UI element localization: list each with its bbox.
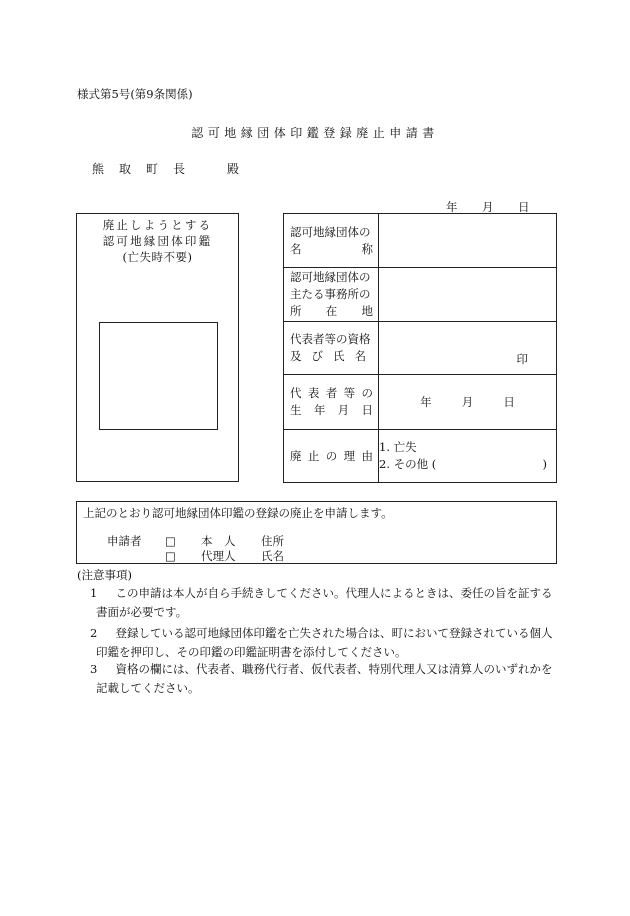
note-text: 登録している認可地縁団体印鑑を亡失された場合は、町において登録されている個人 — [115, 626, 553, 640]
reason-field[interactable] — [379, 430, 557, 483]
label-spread — [290, 448, 373, 465]
label-char: 等 — [343, 386, 356, 400]
seal-caption-note: (亡失時不要) — [122, 250, 193, 264]
label-char: 称 — [361, 241, 373, 256]
label-line: 認可地縁団体の — [290, 224, 371, 239]
table-row — [284, 430, 557, 483]
label-char: 止 — [307, 448, 320, 463]
label-char: 表 — [307, 386, 320, 400]
note-number: 2 — [90, 626, 98, 640]
label-char: 者 — [325, 386, 338, 400]
office-address-field[interactable] — [379, 268, 557, 322]
table-row — [284, 268, 557, 322]
label-spread — [290, 402, 373, 419]
note-number: 1 — [90, 586, 98, 600]
label-char: 所 — [290, 304, 302, 318]
declaration-text: 上記のとおり認可地縁団体印鑑の登録の廃止を申請します。 — [83, 506, 393, 520]
reason-option-lost[interactable]: 1. 亡失 — [379, 440, 417, 454]
applicant-label: 申請者 — [107, 534, 142, 548]
date-year-label: 年 — [446, 200, 458, 214]
label-char: 月 — [337, 403, 350, 417]
note-text: 印鑑を押印し、その印鑑の印鑑証明書を添付してください。 — [96, 645, 407, 659]
seal-mark: 印 — [516, 352, 528, 366]
organization-name-field[interactable] — [379, 214, 557, 268]
label-char: 廃 — [290, 448, 302, 463]
label-char: 及 — [290, 349, 302, 363]
addressee: 熊取町長 殿 — [92, 162, 255, 176]
birth-year-label: 年 — [420, 395, 432, 409]
label-reason — [284, 430, 379, 483]
seal-area-caption — [77, 217, 238, 265]
note-text: 資格の欄には、代表者、職務代行者、仮代表者、特別代理人又は清算人のいずれかを — [115, 662, 553, 676]
form-number: 様式第5号(第9条関係) — [77, 87, 193, 101]
label-line: 認可地縁団体の — [290, 270, 371, 284]
birth-month-label: 月 — [461, 395, 474, 409]
label-spread — [290, 348, 366, 365]
label-char: 生 — [290, 403, 302, 417]
declaration-box — [76, 501, 557, 564]
note-number: 3 — [90, 662, 98, 676]
label-char: 日 — [361, 403, 373, 417]
name-label: 氏名 — [261, 549, 284, 563]
label-char: 名 — [354, 349, 366, 363]
note-item — [90, 660, 560, 698]
address-label: 住所 — [261, 534, 284, 548]
label-char: 年 — [313, 403, 326, 417]
label-office-address — [284, 268, 379, 322]
label-char: び — [311, 349, 323, 363]
close-paren: ) — [542, 457, 547, 471]
table-row — [284, 375, 557, 430]
notes-heading: (注意事項) — [77, 568, 132, 582]
label-line: 代表者等の資格 — [290, 332, 371, 346]
date-day-label: 日 — [518, 200, 530, 214]
checkbox-self[interactable]: □ — [165, 534, 176, 548]
label-spread — [290, 303, 373, 320]
label-char: 理 — [343, 448, 356, 463]
reason-option-other-label: 2. その他 ( — [379, 457, 437, 471]
label-char: 名 — [290, 241, 302, 256]
birth-day-label: 日 — [503, 395, 515, 409]
applicant-type-labels — [201, 534, 236, 564]
label-char: の — [325, 448, 338, 463]
date-month-label: 月 — [482, 200, 494, 214]
applicant-type-checkboxes — [165, 534, 176, 564]
seal-impression-box[interactable] — [99, 322, 218, 430]
label-representative — [284, 322, 379, 375]
reason-option-other[interactable] — [379, 456, 556, 473]
table-row — [284, 214, 557, 268]
label-line: 主たる事務所の — [290, 287, 371, 301]
note-text: この申請は本人が自ら手続きしてください。代理人によるときは、委任の旨を証する — [115, 586, 553, 600]
note-item — [90, 624, 560, 662]
label-char: 氏 — [333, 349, 345, 363]
representative-field[interactable] — [379, 322, 557, 375]
document-title: 認可地縁団体印鑑登録廃止申請書 — [191, 126, 439, 140]
label-char: の — [361, 386, 373, 400]
applicant-field-labels — [261, 534, 284, 564]
label-char: 代 — [290, 386, 302, 400]
birthdate-field[interactable] — [379, 375, 557, 430]
label-char: 由 — [361, 448, 373, 463]
table-row — [284, 322, 557, 375]
seal-caption-line: 廃止しようとする — [102, 218, 213, 232]
note-text: 書面が必要です。 — [96, 605, 188, 619]
label-char: 地 — [361, 304, 373, 318]
label-organization-name — [284, 214, 379, 268]
option-self-label: 本 人 — [201, 534, 236, 548]
label-char: 在 — [325, 304, 338, 318]
label-birthdate — [284, 375, 379, 430]
option-agent-label: 代理人 — [201, 549, 236, 563]
label-spread — [290, 241, 373, 258]
applicant-info-table — [283, 213, 557, 483]
seal-caption-line: 認可地縁団体印鑑 — [102, 234, 213, 248]
note-item — [90, 584, 560, 622]
label-spread — [290, 385, 373, 402]
note-text: 記載してください。 — [96, 681, 200, 695]
checkbox-agent[interactable]: □ — [165, 549, 176, 563]
